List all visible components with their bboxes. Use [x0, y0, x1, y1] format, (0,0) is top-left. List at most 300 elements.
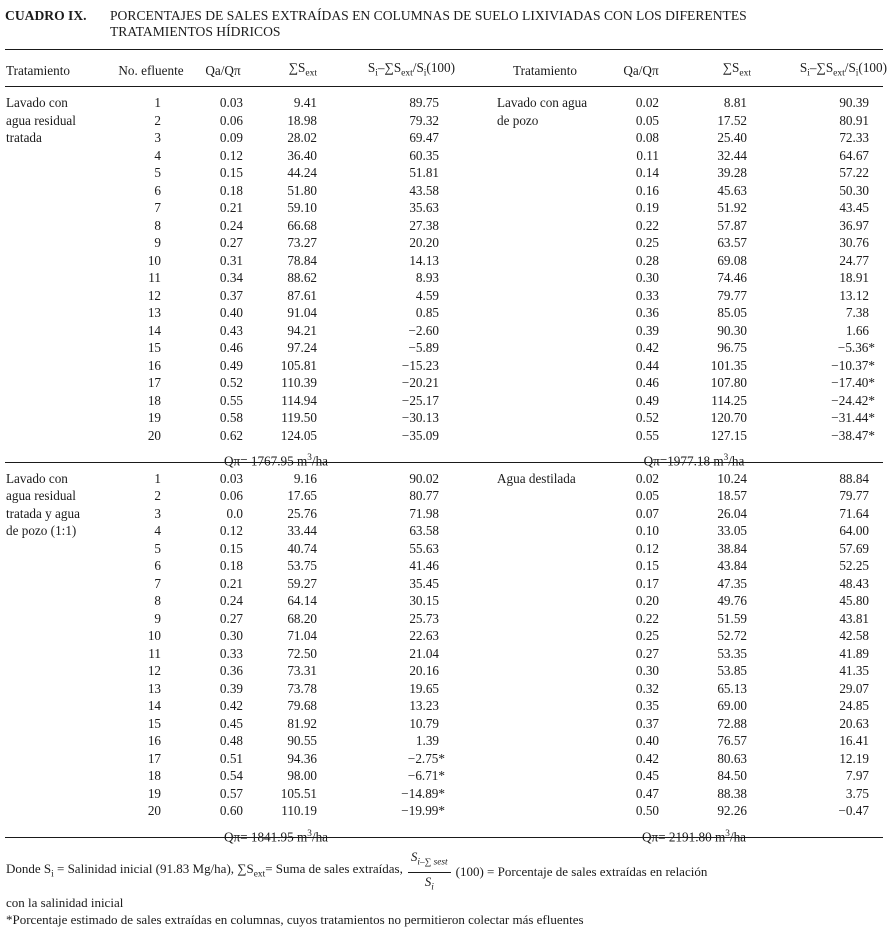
qa-qpi-cell-right: 0.32: [635, 680, 659, 696]
qa-qpi-cell-right: 0.40: [635, 733, 659, 748]
sum-sext-cell-right: 33.05: [717, 523, 747, 538]
qa-qpi-cell-left: 0.03: [219, 95, 243, 110]
sum-sext-cell-left: 33.44: [287, 523, 317, 538]
qpi-total-left: Qπ= 1841.95 $m^3/ha$: [223, 827, 329, 844]
fraction-formula: $\frac{S_{i-\sum sest}}{S_i}$: [408, 849, 451, 895]
qa-qpi-cell-left: 0.49: [219, 357, 243, 373]
percent-cell-left: −19.99*: [401, 803, 445, 818]
percent-cell-right: 42.58: [839, 628, 869, 643]
sum-sext-cell-right: 72.88: [717, 715, 747, 731]
qa-qpi-cell-right: 0.10: [635, 523, 659, 538]
qa-qpi-cell-left: 0.06: [219, 488, 243, 503]
percent-cell-left: 22.63: [409, 628, 439, 643]
percent-cell-left: −20.21: [401, 375, 439, 390]
treatment-label-line: de pozo: [497, 112, 539, 128]
sum-sext-cell-right: 85.05: [717, 305, 747, 320]
sum-sext-cell-left: 68.20: [287, 610, 317, 626]
effluent-number-cell: 3: [154, 130, 161, 145]
qa-qpi-cell-right: 0.16: [635, 182, 659, 198]
treatment-label-line: tratada y agua: [6, 505, 80, 521]
col-header-treatment-right: Tratamiento: [513, 63, 577, 78]
effluent-number-cell: 17: [147, 375, 161, 390]
percent-cell-left: −15.23: [401, 357, 439, 373]
sum-sext-cell-right: 47.35: [717, 575, 747, 591]
percent-cell-right: 72.33: [839, 130, 869, 145]
percent-cell-left: 25.73: [409, 610, 439, 626]
qa-qpi-cell-right: 0.17: [635, 575, 659, 591]
qa-qpi-cell-left: 0.18: [219, 182, 243, 198]
percent-cell-left: −6.71*: [407, 768, 445, 783]
percent-cell-right: 48.43: [839, 575, 869, 591]
percent-cell-left: 1.39: [415, 733, 439, 748]
percent-cell-left: 21.04: [409, 645, 439, 661]
qa-qpi-cell-right: 0.11: [636, 147, 659, 163]
percent-cell-left: −2.60: [408, 322, 439, 338]
percent-cell-left: −14.89*: [401, 785, 445, 801]
qa-qpi-cell-left: 0.21: [219, 200, 243, 215]
qa-qpi-cell-right: 0.14: [635, 165, 659, 180]
sum-sext-cell-left: 81.92: [287, 715, 317, 731]
percent-cell-left: 30.15: [409, 593, 439, 608]
qa-qpi-cell-left: 0.40: [219, 305, 243, 320]
qa-qpi-cell-left: 0.27: [219, 235, 243, 250]
sum-sext-cell-right: 51.59: [717, 610, 747, 626]
qa-qpi-cell-left: 0.12: [219, 147, 243, 163]
qa-qpi-cell-right: 0.20: [635, 593, 659, 608]
percent-cell-left: 79.32: [409, 112, 439, 128]
percent-cell-right: 16.41: [839, 733, 869, 748]
effluent-number-cell: 6: [154, 182, 161, 198]
qa-qpi-cell-left: 0.06: [219, 112, 243, 128]
treatment-label-line: Agua destilada: [497, 470, 576, 486]
qa-qpi-cell-left: 0.48: [219, 733, 243, 748]
sum-sext-cell-right: 79.77: [717, 287, 747, 303]
qa-qpi-cell-right: 0.12: [635, 540, 659, 556]
effluent-number-cell: 11: [148, 270, 161, 285]
percent-cell-right: 30.76: [839, 235, 869, 250]
percent-cell-right: 41.35: [839, 663, 869, 678]
table-title-text: [110, 8, 883, 40]
footnote-definition-line: Donde $S_i$ = Salinidad inicial (91.83 Mg/ha), $\sum S_{ext}=$ Suma de sales extraídas, $\frac{S_{i-\sum sest}}{S_i}$ (100) = Porcentaje de sales extraídas en relación: [6, 849, 883, 895]
percent-cell-right: 24.77: [839, 252, 869, 268]
effluent-number-cell: 1: [154, 95, 161, 110]
treatment-label-line: agua residual: [6, 488, 76, 503]
effluent-number-cell: 9: [154, 610, 161, 626]
qa-qpi-cell-left: 0.24: [219, 217, 243, 233]
percent-cell-right: 52.25: [839, 558, 869, 573]
percent-cell-left: −25.17: [401, 392, 439, 408]
sum-sext-cell-left: 124.05: [280, 427, 317, 443]
sum-sext-cell-left: 51.80: [287, 182, 317, 198]
qa-qpi-cell-right: 0.52: [635, 410, 659, 425]
sum-sext-cell-left: 44.24: [287, 165, 317, 180]
percent-cell-right: 43.45: [839, 200, 869, 215]
qa-qpi-cell-right: 0.19: [635, 200, 659, 215]
sum-sext-cell-right: 69.00: [717, 698, 747, 713]
sum-sext-cell-left: 9.16: [293, 470, 317, 486]
percent-cell-right: 7.38: [845, 305, 869, 320]
table-group-1-body: [5, 87, 883, 469]
sum-sext-cell-left: 105.51: [280, 785, 317, 801]
sum-sext-cell-right: 8.81: [723, 95, 747, 110]
qa-qpi-cell-left: 0.03: [219, 470, 243, 486]
qa-qpi-cell-right: 0.47: [635, 785, 659, 801]
sum-sext-cell-right: 10.24: [717, 470, 747, 486]
percent-cell-right: 88.84: [839, 470, 869, 486]
effluent-number-cell: 20: [147, 427, 161, 443]
qa-qpi-cell-left: 0.12: [219, 523, 243, 538]
qa-qpi-cell-left: 0.33: [219, 645, 243, 661]
sum-sext-cell-left: 72.50: [287, 645, 317, 661]
sum-sext-cell-left: 36.40: [287, 147, 317, 163]
sum-sext-cell-right: 49.76: [717, 593, 747, 608]
qa-qpi-cell-right: 0.39: [635, 322, 659, 338]
sum-sext-cell-left: 53.75: [287, 558, 317, 573]
effluent-number-cell: 5: [154, 540, 161, 556]
percent-cell-right: 80.91: [839, 112, 869, 128]
sum-sext-cell-left: 66.68: [287, 217, 317, 233]
sum-sext-cell-left: 64.14: [287, 593, 317, 608]
percent-cell-right: −38.47*: [831, 427, 875, 443]
sum-sext-cell-right: 25.40: [717, 130, 747, 145]
sum-sext-cell-right: 39.28: [717, 165, 747, 180]
qa-qpi-cell-right: 0.22: [635, 610, 659, 626]
percent-cell-right: 1.66: [845, 322, 869, 338]
qa-qpi-cell-right: 0.07: [635, 505, 659, 521]
sum-sext-cell-right: 57.87: [717, 217, 747, 233]
sum-sext-cell-left: 59.10: [287, 200, 317, 215]
sum-sext-cell-right: 53.85: [717, 663, 747, 678]
sum-sext-cell-left: 40.74: [287, 540, 317, 556]
treatment-label-line: Lavado con agua: [497, 95, 588, 110]
col-header-pct-right: $S_i-\sum S_{ext}/S_i(100)$: [799, 60, 887, 79]
qa-qpi-cell-left: 0.0: [226, 505, 243, 521]
qa-qpi-cell-left: 0.31: [219, 252, 243, 268]
qpi-total-right: Qπ= 2191.80 $m^3/ha$: [641, 827, 747, 844]
qa-qpi-cell-left: 0.45: [219, 715, 243, 731]
qa-qpi-cell-left: 0.60: [219, 803, 243, 818]
sum-sext-cell-right: 38.84: [717, 540, 747, 556]
percent-cell-right: −5.36*: [837, 340, 875, 355]
sum-sext-cell-right: 43.84: [717, 558, 747, 573]
qa-qpi-cell-right: 0.42: [635, 750, 659, 766]
effluent-number-cell: 16: [147, 733, 161, 748]
percent-cell-right: −31.44*: [831, 410, 875, 425]
footnote-asterisk-line: *Porcentaje estimado de sales extraídas en columnas, cuyos tratamientos no permitieron colectar más efluentes: [6, 911, 584, 927]
effluent-number-cell: 17: [147, 750, 161, 766]
sum-sext-cell-right: 53.35: [717, 645, 747, 661]
sum-sext-cell-right: 74.46: [717, 270, 747, 285]
percent-cell-left: 20.20: [409, 235, 439, 250]
percent-cell-right: −17.40*: [831, 375, 875, 390]
sum-sext-cell-left: 97.24: [287, 340, 317, 355]
qa-qpi-cell-right: 0.44: [635, 357, 659, 373]
sum-sext-cell-left: 17.65: [287, 488, 317, 503]
percent-cell-left: −5.89: [408, 340, 439, 355]
sum-sext-cell-left: 79.68: [287, 698, 317, 713]
sum-sext-cell-right: 32.44: [717, 147, 747, 163]
qa-qpi-cell-right: 0.22: [635, 217, 659, 233]
percent-cell-left: 4.59: [415, 287, 439, 303]
effluent-number-cell: 16: [147, 357, 161, 373]
percent-cell-left: 13.23: [409, 698, 439, 713]
percent-cell-right: 57.22: [839, 165, 869, 180]
qa-qpi-cell-right: 0.30: [635, 663, 659, 678]
qa-qpi-cell-left: 0.27: [219, 610, 243, 626]
percent-cell-right: 90.39: [839, 95, 869, 110]
footnote-definition-line2: con la salinidad inicial: [6, 895, 124, 911]
percent-cell-right: 64.67: [839, 147, 869, 163]
treatment-label-right: [445, 94, 615, 444]
percent-cell-right: 36.97: [839, 217, 869, 233]
percent-cell-right: −0.47: [838, 803, 869, 818]
sum-sext-cell-right: 120.70: [710, 410, 747, 425]
qa-qpi-cell-right: 0.25: [635, 235, 659, 250]
table-header-row: [5, 50, 887, 86]
effluent-number-cell: 9: [154, 235, 161, 250]
qa-qpi-cell-right: 0.55: [635, 427, 659, 443]
percent-cell-right: 20.63: [839, 715, 869, 731]
sum-sext-cell-left: 90.55: [287, 733, 317, 748]
table-title-line2: TRATAMIENTOS HÍDRICOS: [110, 24, 281, 39]
qa-qpi-cell-right: 0.42: [635, 340, 659, 355]
table-title-line1: PORCENTAJES DE SALES EXTRAÍDAS EN COLUMNAS DE SUELO LIXIVIADAS CON LOS DIFERENTES: [110, 8, 747, 23]
effluent-number-cell: 15: [147, 340, 161, 355]
percent-cell-right: 18.91: [839, 270, 869, 285]
qa-qpi-cell-right: 0.33: [635, 287, 659, 303]
percent-cell-right: 24.85: [839, 698, 869, 713]
sum-sext-cell-left: 91.04: [287, 305, 317, 320]
percent-cell-left: 43.58: [409, 182, 439, 198]
sum-sext-cell-right: 18.57: [717, 488, 747, 503]
sum-sext-cell-left: 94.21: [287, 322, 317, 338]
qa-qpi-cell-left: 0.54: [219, 768, 243, 783]
percent-cell-right: 79.77: [839, 488, 869, 503]
col-header-sext-right: $\sum S_{ext}$: [722, 60, 751, 79]
qa-qpi-cell-left: 0.42: [219, 698, 243, 713]
percent-cell-left: −35.09: [401, 427, 439, 443]
sum-sext-cell-right: 84.50: [717, 768, 747, 783]
percent-cell-left: 27.38: [409, 217, 439, 233]
effluent-number-cell: 14: [147, 322, 161, 338]
percent-cell-right: 45.80: [839, 593, 869, 608]
percent-cell-left: 8.93: [415, 270, 439, 285]
table-group-2-body: [5, 463, 883, 844]
percent-cell-left: 80.77: [409, 488, 439, 503]
sum-sext-cell-left: 25.76: [287, 505, 317, 521]
percent-cell-right: 50.30: [839, 182, 869, 198]
effluent-number-cell: 1: [154, 470, 161, 486]
qa-qpi-cell-right: 0.45: [635, 768, 659, 783]
qa-qpi-cell-left: 0.30: [219, 628, 243, 643]
effluent-number-cell: 12: [147, 287, 161, 303]
percent-cell-right: −24.42*: [831, 392, 875, 408]
sum-sext-cell-right: 92.26: [717, 803, 747, 818]
percent-cell-right: 71.64: [839, 505, 869, 521]
sum-sext-cell-right: 63.57: [717, 235, 747, 250]
percent-cell-left: −30.13: [401, 410, 439, 425]
sum-sext-cell-left: 18.98: [287, 112, 317, 128]
sum-sext-cell-right: 76.57: [717, 733, 747, 748]
percent-cell-left: 0.85: [415, 305, 439, 320]
percent-cell-right: 43.81: [839, 610, 869, 626]
sum-sext-cell-left: 73.78: [287, 680, 317, 696]
sum-sext-cell-left: 78.84: [287, 252, 317, 268]
col-header-sext-left: $\sum S_{ext}$: [288, 60, 317, 79]
percent-cell-left: 89.75: [409, 95, 439, 110]
sum-sext-cell-right: 88.38: [717, 785, 747, 801]
qa-qpi-cell-left: 0.37: [219, 287, 243, 303]
sum-sext-cell-left: 73.31: [287, 663, 317, 678]
effluent-number-cell: 5: [154, 165, 161, 180]
effluent-number-cell: 2: [154, 488, 161, 503]
percent-cell-left: 35.63: [409, 200, 439, 215]
sum-sext-cell-right: 52.72: [717, 628, 747, 643]
effluent-number-cell: 4: [154, 147, 161, 163]
sum-sext-cell-right: 101.35: [710, 357, 747, 373]
table-number-label: CUADRO IX.: [5, 8, 87, 23]
effluent-number-cell: 15: [147, 715, 161, 731]
percent-cell-left: −2.75*: [407, 750, 445, 766]
sum-sext-cell-left: 114.94: [281, 392, 317, 408]
effluent-number-cell: 19: [147, 785, 161, 801]
sum-sext-cell-right: 26.04: [717, 505, 747, 521]
effluent-number-cell: 3: [154, 505, 161, 521]
percent-cell-left: 90.02: [409, 470, 439, 486]
sum-sext-cell-left: 98.00: [287, 768, 317, 783]
effluent-number-cell: 7: [154, 575, 161, 591]
effluent-number-cell: 13: [147, 305, 161, 320]
sum-sext-cell-left: 94.36: [287, 750, 317, 766]
percent-cell-right: 7.97: [845, 768, 869, 783]
qa-qpi-cell-right: 0.37: [635, 715, 659, 731]
percent-cell-right: 41.89: [839, 645, 869, 661]
sum-sext-cell-right: 114.25: [711, 392, 747, 408]
percent-cell-right: 29.07: [839, 680, 869, 696]
effluent-number-cell: 18: [147, 392, 161, 408]
sum-sext-cell-right: 51.92: [717, 200, 747, 215]
qa-qpi-cell-left: 0.55: [219, 392, 243, 408]
qa-qpi-cell-left: 0.58: [219, 410, 243, 425]
qa-qpi-cell-right: 0.35: [635, 698, 659, 713]
effluent-number-cell: 14: [147, 698, 161, 713]
sum-sext-cell-left: 59.27: [287, 575, 317, 591]
qa-qpi-cell-right: 0.25: [635, 628, 659, 643]
percent-cell-right: 64.00: [839, 523, 869, 538]
treatment-label-line: Lavado con: [6, 95, 68, 110]
sum-sext-cell-right: 96.75: [717, 340, 747, 355]
qa-qpi-cell-right: 0.02: [635, 95, 659, 110]
effluent-number-cell: 2: [154, 112, 161, 128]
treatment-label-line: de pozo (1:1): [6, 523, 77, 538]
effluent-number-cell: 11: [148, 645, 161, 661]
effluent-number-cell: 10: [147, 628, 161, 643]
sum-sext-cell-right: 45.63: [717, 182, 747, 198]
sum-sext-cell-right: 80.63: [717, 750, 747, 766]
sum-sext-cell-left: 73.27: [287, 235, 317, 250]
qa-qpi-cell-left: 0.36: [219, 663, 243, 678]
qa-qpi-cell-left: 0.24: [219, 593, 243, 608]
effluent-number-cell: 7: [154, 200, 161, 215]
qa-qpi-cell-right: 0.08: [635, 130, 659, 145]
percent-cell-left: 71.98: [409, 505, 439, 521]
percent-cell-right: 12.19: [839, 750, 869, 766]
percent-cell-left: 69.47: [409, 130, 439, 145]
sum-sext-cell-left: 105.81: [280, 357, 317, 373]
percent-cell-right: 13.12: [839, 287, 869, 303]
treatment-label-left: [5, 470, 107, 820]
qa-qpi-cell-left: 0.21: [219, 575, 243, 591]
qa-qpi-cell-right: 0.30: [635, 270, 659, 285]
percent-cell-left: 41.46: [409, 558, 439, 573]
effluent-number-cell: 10: [147, 252, 161, 268]
col-header-qa-right: Qa/Qπ: [623, 63, 659, 78]
qa-qpi-cell-left: 0.46: [219, 340, 243, 355]
qa-qpi-cell-left: 0.09: [219, 130, 243, 145]
treatment-label-line: Lavado con: [6, 470, 68, 486]
qa-qpi-cell-right: 0.46: [635, 375, 659, 390]
sum-sext-cell-left: 119.50: [281, 410, 317, 425]
percent-cell-left: 60.35: [409, 147, 439, 163]
sum-sext-cell-left: 87.61: [287, 287, 317, 303]
percent-cell-right: 57.69: [839, 540, 869, 556]
table-footnote: [5, 849, 883, 928]
qa-qpi-cell-left: 0.51: [219, 750, 243, 766]
qpi-total-right: Qπ=1977.18 $m^3/ha$: [643, 452, 745, 469]
treatment-label-right: [445, 470, 615, 820]
treatment-label-line: agua residual: [6, 112, 76, 128]
treatment-label-line: tratada: [6, 130, 42, 145]
qa-qpi-cell-right: 0.36: [635, 305, 659, 320]
sum-sext-cell-right: 17.52: [717, 112, 747, 128]
qa-qpi-cell-right: 0.50: [635, 803, 659, 818]
qa-qpi-cell-left: 0.18: [219, 558, 243, 573]
percent-cell-left: 55.63: [409, 540, 439, 556]
qa-qpi-cell-right: 0.02: [635, 470, 659, 486]
col-header-qa-left: Qa/Qπ: [205, 63, 241, 78]
sum-sext-cell-right: 65.13: [717, 680, 747, 696]
qa-qpi-cell-right: 0.15: [635, 558, 659, 573]
qa-qpi-cell-right: 0.05: [635, 112, 659, 128]
qa-qpi-cell-left: 0.39: [219, 680, 243, 696]
percent-cell-right: −10.37*: [831, 357, 875, 373]
sum-sext-cell-left: 71.04: [287, 628, 317, 643]
sum-sext-cell-left: 28.02: [287, 130, 317, 145]
percent-cell-left: 14.13: [409, 252, 439, 268]
sum-sext-cell-right: 90.30: [717, 322, 747, 338]
col-header-treatment-left: Tratamiento: [6, 63, 70, 78]
qa-qpi-cell-left: 0.52: [219, 375, 243, 390]
percent-cell-right: 3.75: [845, 785, 869, 801]
percent-cell-left: 10.79: [409, 715, 439, 731]
effluent-number-cell: 19: [147, 410, 161, 425]
effluent-number-cell: 13: [147, 680, 161, 696]
qa-qpi-cell-left: 0.62: [219, 427, 243, 443]
qa-qpi-cell-right: 0.27: [635, 645, 659, 661]
qa-qpi-cell-left: 0.57: [219, 785, 243, 801]
effluent-number-cell: 18: [147, 768, 161, 783]
percent-cell-left: 51.81: [409, 165, 439, 180]
sum-sext-cell-right: 127.15: [710, 427, 747, 443]
table-title: [5, 8, 883, 40]
effluent-number-cell: 8: [154, 217, 161, 233]
effluent-number-cell: 6: [154, 558, 161, 573]
col-header-effluent: No. efluente: [118, 63, 184, 78]
percent-cell-left: 35.45: [409, 575, 439, 591]
qa-qpi-cell-right: 0.05: [635, 488, 659, 503]
percent-cell-left: 63.58: [409, 523, 439, 538]
effluent-number-cell: 8: [154, 593, 161, 608]
